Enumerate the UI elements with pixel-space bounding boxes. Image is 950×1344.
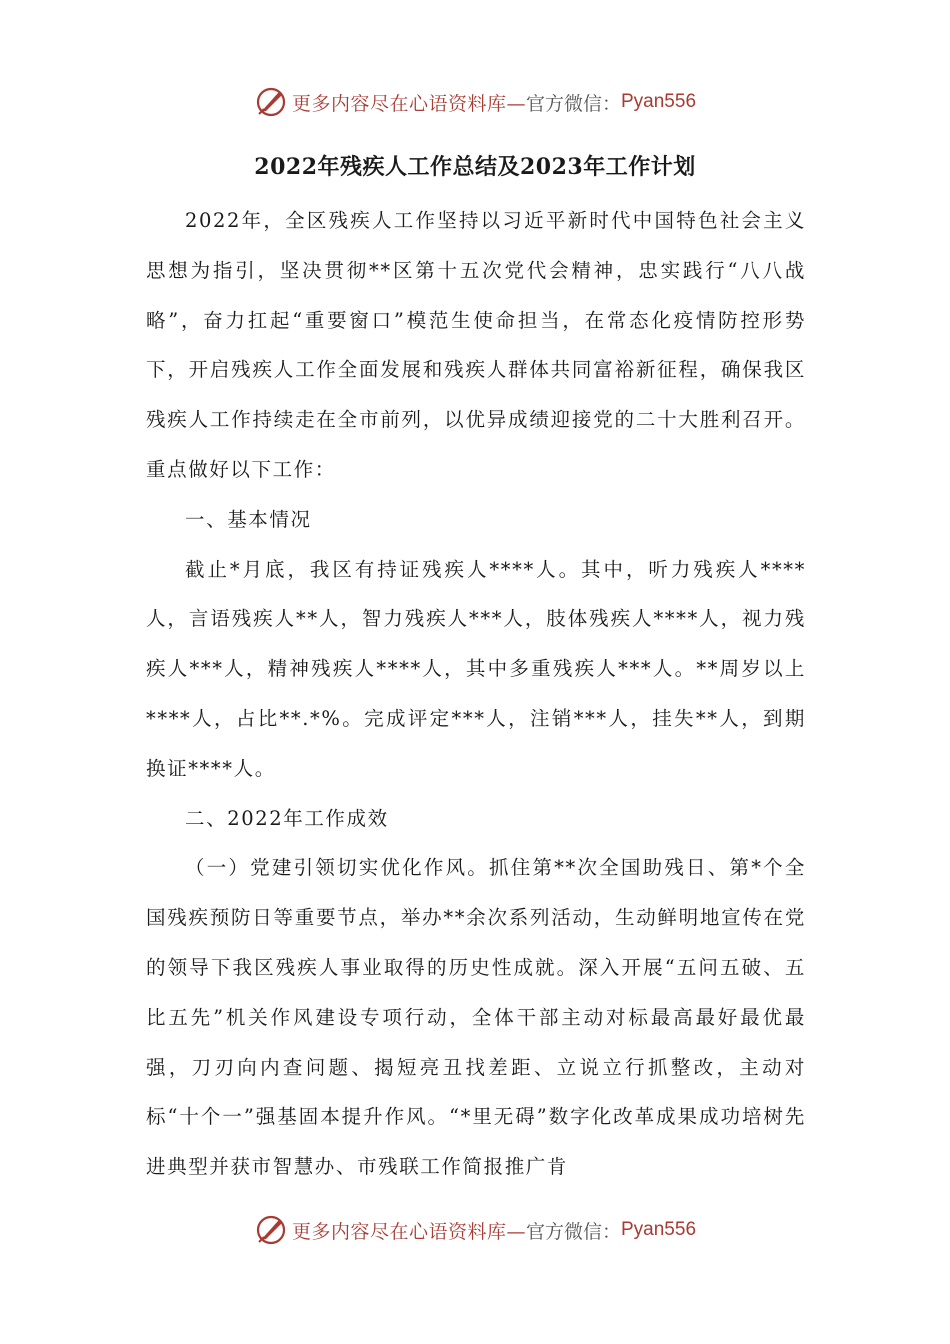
watermark-wechat-label: 官方微信：	[525, 1220, 621, 1243]
section-heading-basic: 一、基本情况	[185, 507, 312, 531]
watermark-wechat-id: Pyan556	[621, 91, 697, 112]
intro-paragraph: 2022年，全区残疾人工作坚持以习近平新时代中国特色社会主义思想为指引，坚决贯彻**区第十五次党代会精神，忠实践行“八八战略”，奋力扛起“重要窗口”模范生使命担当，在常态化疫情防控形势下，开启残疾人工作全面发展和残疾人群体共同富裕新征程，确保我区残疾人工作持续走在全市前列，以优异成绩迎接党的二十大胜利召开。重点做好以下工作：	[146, 209, 806, 481]
footer-watermark	[0, 1210, 950, 1250]
watermark-text: 更多内容尽在心语资料库—	[291, 92, 526, 115]
watermark-wechat-label: 官方微信：	[525, 92, 621, 115]
document-body	[146, 196, 806, 1192]
quill-logo-icon	[254, 85, 288, 119]
watermark-text: 更多内容尽在心语资料库—	[291, 1220, 526, 1243]
quill-logo-icon	[254, 1213, 288, 1247]
section-heading-results: 二、2022年工作成效	[185, 806, 389, 830]
watermark-wechat-id: Pyan556	[621, 1219, 697, 1240]
party-building-paragraph: （一）党建引领切实优化作风。抓住第**次全国助残日、第*个全国残疾预防日等重要节点，举办**余次系列活动，生动鲜明地宣传在党的领导下我区残疾人事业取得的历史性成就。深入开展“五问五破、五比五先”机关作风建设专项行动，全体干部主动对标最高最好最优最强，刀刃向内查问题、揭短亮丑找差距、立说立行抓整改，主动对标“十个一”强基固本提升作风。“*里无碍”数字化改革成果成功培树先进典型并获市智慧办、市残联工作简报推广肯	[146, 856, 806, 1179]
basic-situation-paragraph: 截止*月底，我区有持证残疾人****人。其中，听力残疾人****人，言语残疾人**人，智力残疾人***人，肢体残疾人****人，视力残疾人***人，精神残疾人****人，其中多重残疾人***人。**周岁以上****人，占比**.*%。完成评定***人，注销***人，挂失**人，到期换证****人。	[146, 557, 807, 780]
document-title: 2022年残疾人工作总结及2023年工作计划	[254, 154, 696, 180]
header-watermark	[0, 82, 950, 122]
